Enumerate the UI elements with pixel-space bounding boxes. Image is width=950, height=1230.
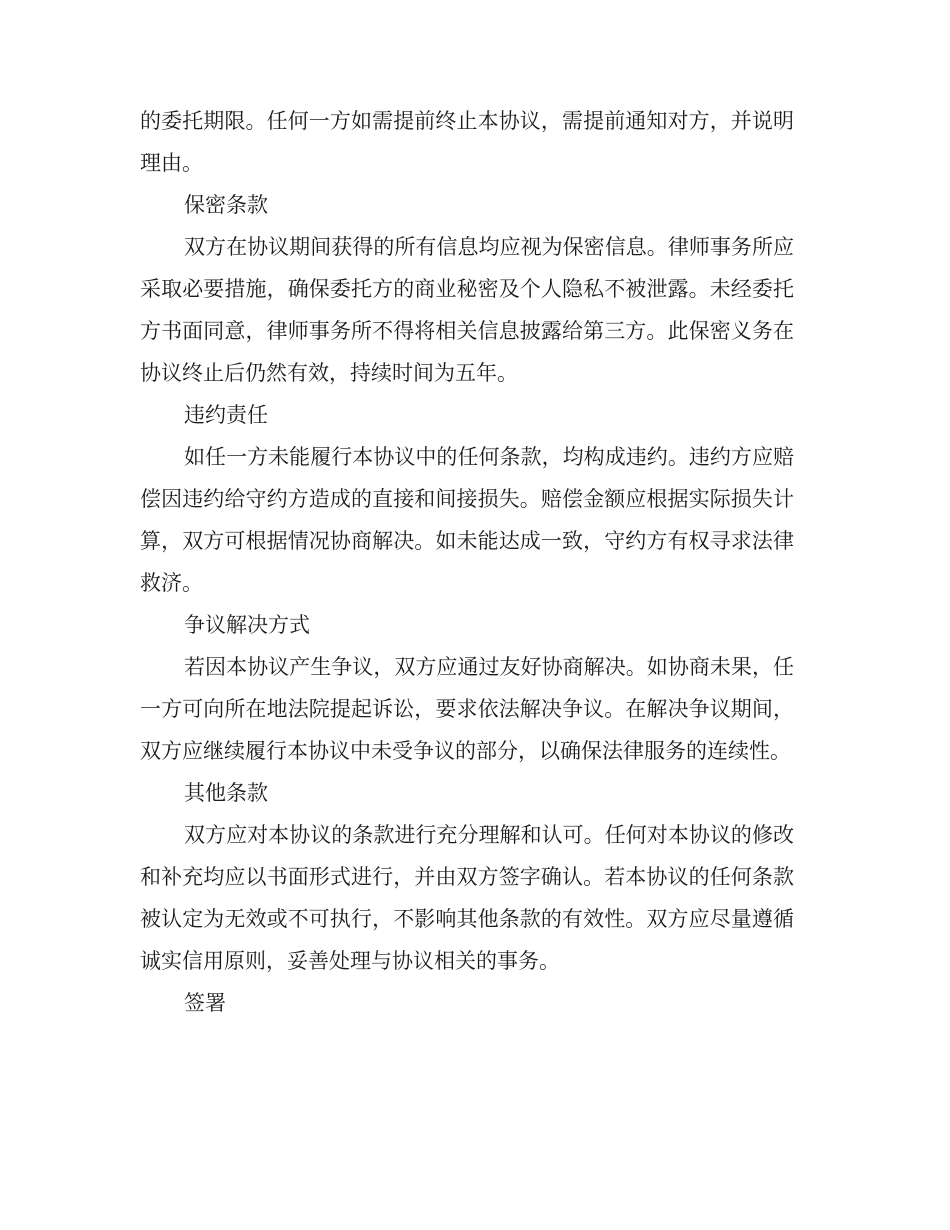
section-body-confidentiality: 双方在协议期间获得的所有信息均应视为保密信息。律师事务所应采取必要措施，确保委托方的商业秘密及个人隐私不被泄露。未经委托方书面同意，律师事务所不得将相关信息披露给第三方。此保密义务在协议终止后仍然有效，持续时间为五年。 bbox=[140, 235, 794, 385]
section-heading-breach-liability: 违约责任 bbox=[184, 403, 268, 427]
section-heading-signature: 签署 bbox=[184, 991, 226, 1015]
section-heading-other-terms: 其他条款 bbox=[184, 781, 268, 805]
section-body-breach-liability: 如任一方未能履行本协议中的任何条款，均构成违约。违约方应赔偿因违约给守约方造成的直接和间接损失。赔偿金额应根据实际损失计算，双方可根据情况协商解决。如未能达成一致，守约方有权寻求法律救济。 bbox=[140, 445, 794, 595]
intro-continuation-paragraph: 的委托期限。任何一方如需提前终止本协议，需提前通知对方，并说明理由。 bbox=[140, 109, 794, 175]
section-body-dispute-resolution: 若因本协议产生争议，双方应通过友好协商解决。如协商未果，任一方可向所在地法院提起诉讼，要求依法解决争议。在解决争议期间，双方应继续履行本协议中未受争议的部分，以确保法律服务的连续性。 bbox=[140, 655, 794, 763]
document-page bbox=[140, 100, 794, 1024]
section-heading-dispute-resolution: 争议解决方式 bbox=[184, 613, 310, 637]
section-body-other-terms: 双方应对本协议的条款进行充分理解和认可。任何对本协议的修改和补充均应以书面形式进行，并由双方签字确认。若本协议的任何条款被认定为无效或不可执行，不影响其他条款的有效性。双方应尽量遵循诚实信用原则，妥善处理与协议相关的事务。 bbox=[140, 823, 794, 973]
section-heading-confidentiality: 保密条款 bbox=[184, 193, 268, 217]
